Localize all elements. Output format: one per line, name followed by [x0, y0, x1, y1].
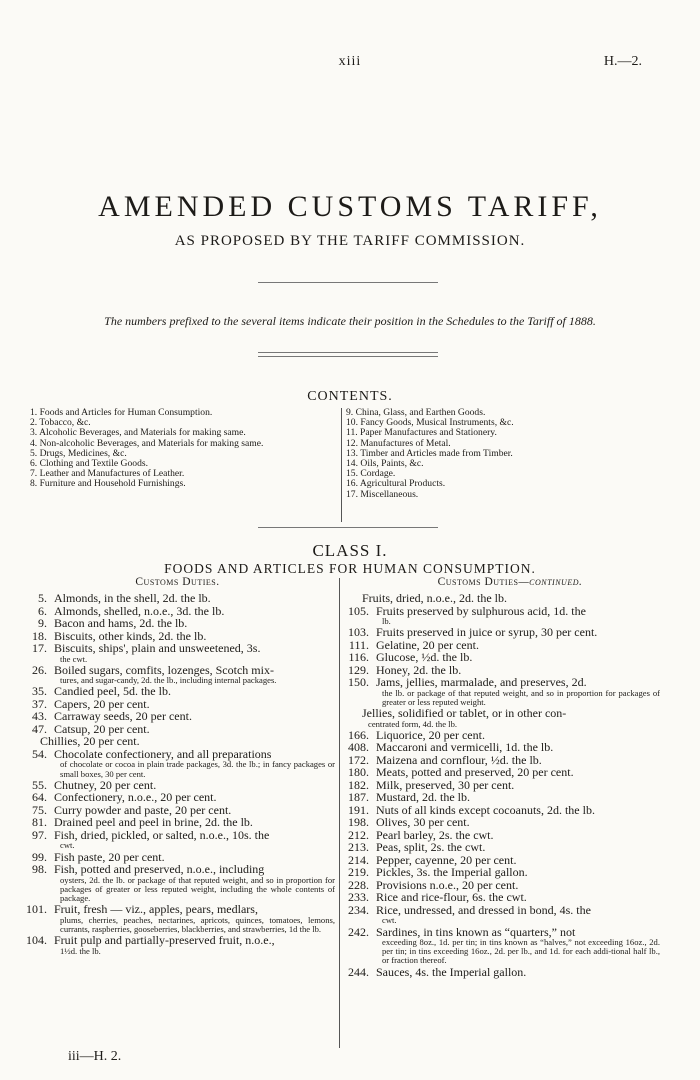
document-title: AMENDED CUSTOMS TARIFF,: [98, 190, 602, 223]
tariff-item-text: Pickles, 3s. the Imperial gallon.: [376, 865, 528, 880]
tariff-item-text: Sardines, in tins known as “quarters,” not: [376, 924, 576, 939]
contents-item: 15. Cordage.: [346, 468, 396, 480]
tariff-item: [22, 863, 335, 903]
tariff-item-text: Almonds, in the shell, 2d. the lb.: [54, 591, 211, 605]
duties-column-right: [344, 592, 660, 978]
tariff-item-text: Olives, 30 per cent.: [376, 815, 470, 830]
contents-item: 6. Clothing and Textile Goods.: [30, 458, 149, 470]
schedule-note: The numbers prefixed to the several items indicate their position in the Schedules to the Tariff of 1888.: [104, 314, 596, 328]
contents-divider: [341, 408, 342, 522]
tariff-item: [22, 903, 335, 934]
tariff-item-text: Chillies, 20 per cent.: [40, 734, 140, 749]
tariff-item-text: Fruit pulp and partially-preserved fruit, n.o.e.,: [54, 933, 275, 948]
tariff-item-number: 75.: [32, 802, 47, 817]
column-heading-left: Customs Duties.: [135, 576, 220, 588]
contents-item: 5. Drugs, Medicines, &c.: [30, 447, 127, 459]
page-number: xiii: [338, 54, 362, 69]
tariff-item: [344, 841, 660, 854]
tariff-item-number: 244.: [348, 964, 369, 979]
tariff-item-number: 104.: [26, 933, 47, 948]
tariff-item-number: 17.: [32, 641, 47, 655]
tariff-item-text: Chocolate confectionery, and all preparations: [54, 746, 272, 761]
tariff-item-number: 213.: [348, 840, 369, 855]
tariff-item-text: Curry powder and paste, 20 per cent.: [54, 802, 232, 817]
document-reference: H.—2.: [603, 54, 642, 69]
page-footer-signature: iii—H. 2.: [68, 1049, 122, 1064]
tariff-item-text: Rice and rice-flour, 6s. the cwt.: [376, 890, 527, 905]
column-heading-right: [345, 576, 675, 588]
tariff-item-number: 64.: [32, 790, 47, 805]
tariff-item-text: Provisions n.o.e., 20 per cent.: [376, 877, 519, 892]
note-rule-top: [258, 352, 438, 353]
tariff-item-detail: lb.: [382, 616, 391, 626]
contents-heading: CONTENTS.: [307, 389, 393, 404]
tariff-item-detail: cwt.: [382, 915, 397, 926]
tariff-item: [22, 642, 335, 664]
tariff-item: [344, 651, 660, 664]
tariff-item: [344, 926, 660, 966]
tariff-item-number: 9.: [38, 616, 47, 630]
tariff-item: [22, 934, 335, 956]
tariff-item: [22, 829, 335, 851]
contents-item: 7. Leather and Manufactures of Leather.: [30, 468, 185, 480]
tariff-item: [22, 791, 335, 804]
tariff-item-number: 212.: [348, 827, 369, 842]
tariff-item-detail: 1½d. the lb.: [60, 945, 101, 956]
tariff-item-text: Jellies, solidified or tablet, or in other con-: [362, 706, 567, 721]
tariff-item-text: Fish paste, 20 per cent.: [54, 849, 165, 864]
tariff-item-number: 47.: [32, 721, 47, 736]
tariff-item-number: 6.: [38, 603, 47, 618]
tariff-item-text: Glucose, ½d. the lb.: [376, 650, 473, 665]
tariff-item-number: 214.: [348, 852, 369, 867]
tariff-item-number: 198.: [348, 815, 369, 830]
tariff-item-number: 101.: [26, 902, 47, 917]
tariff-item-text: Gelatine, 20 per cent.: [376, 637, 479, 652]
tariff-item-number: 129.: [348, 662, 369, 677]
tariff-item-text: Fish, dried, pickled, or salted, n.o.e., 10s. the: [54, 827, 270, 842]
tariff-item-number: 18.: [32, 628, 47, 643]
tariff-item-text: Fruits preserved in juice or syrup, 30 per cent.: [376, 625, 598, 640]
tariff-item-text: Chutney, 20 per cent.: [54, 777, 157, 792]
tariff-item-text: Maccaroni and vermicelli, 1d. the lb.: [376, 740, 554, 755]
tariff-item-detail: the cwt.: [60, 653, 88, 664]
tariff-item: [344, 816, 660, 829]
note-rule-bottom: [258, 356, 438, 357]
tariff-item-number: 191.: [348, 802, 369, 817]
tariff-item: [344, 866, 660, 879]
tariff-item-text: Milk, preserved, 30 per cent.: [376, 777, 515, 792]
tariff-item-number: 242.: [348, 924, 369, 939]
tariff-item-text: Capers, 20 per cent.: [54, 696, 150, 711]
tariff-item-text: Boiled sugars, comfits, lozenges, Scotch mix-: [54, 662, 274, 677]
tariff-item: [344, 966, 660, 979]
class-heading: CLASS I.: [312, 541, 388, 560]
tariff-item-text: Maizena and cornflour, ½d. the lb.: [376, 752, 542, 767]
contents-item: 17. Miscellaneous.: [346, 488, 419, 500]
tariff-item-number: 234.: [348, 902, 369, 917]
duties-column-left: [22, 592, 335, 956]
tariff-item-text: Bacon and hams, 2d. the lb.: [54, 616, 188, 630]
contents-item: 3. Alcoholic Beverages, and Materials for making same.: [30, 427, 246, 439]
contents-item: 13. Timber and Articles made from Timber.: [346, 447, 513, 459]
tariff-item: [344, 605, 660, 627]
tariff-item: [344, 707, 660, 729]
tariff-item: [344, 626, 660, 639]
class-subheading: FOODS AND ARTICLES FOR HUMAN CONSUMPTION.: [164, 561, 536, 576]
tariff-item-text: Candied peel, 5d. the lb.: [54, 684, 171, 699]
tariff-item-number: 219.: [348, 865, 369, 880]
tariff-item-number: 172.: [348, 752, 369, 767]
tariff-item-detail: centrated form, 4d. the lb.: [368, 718, 458, 729]
tariff-item-number: 187.: [348, 790, 369, 805]
tariff-item-number: 408.: [348, 740, 369, 755]
tariff-item-number: 81.: [32, 815, 47, 830]
tariff-item-number: 180.: [348, 765, 369, 780]
tariff-item-text: Rice, undressed, and dressed in bond, 4s. the: [376, 902, 591, 917]
contents-item: 11. Paper Manufactures and Stationery.: [346, 427, 497, 439]
tariff-item-text: Nuts of all kinds except cocoanuts, 2d. the lb.: [376, 802, 595, 817]
tariff-item-text: Jams, jellies, marmalade, and preserves, 2d.: [376, 675, 587, 690]
tariff-item-number: 105.: [348, 603, 369, 618]
tariff-item-number: 103.: [348, 625, 369, 640]
tariff-item-text: Fruits preserved by sulphurous acid, 1d. the: [376, 603, 586, 618]
tariff-item-text: Biscuits, ships', plain and unsweetened, 3s.: [54, 641, 261, 655]
tariff-item-detail: tures, and sugar-candy, 2d. the lb., including internal packages.: [60, 675, 277, 686]
tariff-item-detail: exceeding 8oz., 1d. per tin; in tins known as “halves,” not exceeding 16oz., 2d. per tin; in tins exceeding 16oz., 2d. per lb., and 1d. for each addi-tional half lb., or fraction thereof.: [382, 937, 660, 966]
contents-item: 2. Tobacco, &c.: [30, 417, 91, 429]
tariff-item-text: Honey, 2d. the lb.: [376, 662, 462, 677]
tariff-item-detail: cwt.: [60, 840, 75, 851]
tariff-item-text: Catsup, 20 per cent.: [54, 721, 150, 736]
tariff-item: [344, 891, 660, 904]
tariff-item-number: 54.: [32, 746, 47, 761]
tariff-item-number: 97.: [32, 827, 47, 842]
tariff-item-text: Confectionery, n.o.e., 20 per cent.: [54, 790, 217, 805]
tariff-item: [344, 741, 660, 754]
tariff-item: [344, 592, 660, 605]
tariff-item-text: Fruits, dried, n.o.e., 2d. the lb.: [362, 591, 507, 605]
column-divider: [339, 578, 340, 1048]
tariff-item-text: Peas, split, 2s. the cwt.: [376, 840, 486, 855]
tariff-item-number: 37.: [32, 696, 47, 711]
tariff-item-text: Mustard, 2d. the lb.: [376, 790, 470, 805]
title-rule: [258, 282, 438, 283]
tariff-item-text: Sauces, 4s. the Imperial gallon.: [376, 964, 527, 979]
contents-item: 1. Foods and Articles for Human Consumption.: [30, 407, 213, 418]
contents-item: 12. Manufactures of Metal.: [346, 437, 451, 449]
tariff-item-text: Biscuits, other kinds, 2d. the lb.: [54, 628, 207, 643]
tariff-item-detail: oysters, 2d. the lb. or package of that reputed weight, and so in proportion for packages of greater or less reputed weight, including the whole contents of package.: [60, 874, 335, 903]
tariff-item-number: 111.: [348, 637, 369, 652]
tariff-item-number: 150.: [348, 675, 369, 690]
tariff-item: [344, 676, 660, 707]
tariff-item-detail: plums, cherries, peaches, nectarines, apricots, quinces, tomatoes, lemons, currants, raspberries, gooseberries, blackberries, and strawberries, 1d the lb.: [60, 914, 335, 934]
contents-list-left: [30, 408, 340, 490]
tariff-item-number: 5.: [38, 591, 47, 605]
tariff-item-detail: the lb. or package of that reputed weight, and so in proportion for packages of greater or less reputed weight.: [382, 687, 660, 707]
tariff-item-number: 26.: [32, 662, 47, 677]
tariff-item-number: 166.: [348, 727, 369, 742]
tariff-item-text: Carraway seeds, 20 per cent.: [54, 709, 192, 724]
tariff-item: [22, 748, 335, 779]
tariff-item-text: Almonds, shelled, n.o.e., 3d. the lb.: [54, 603, 225, 618]
contents-item: 16. Agricultural Products.: [346, 478, 446, 490]
contents-list-right: [346, 408, 676, 500]
tariff-item-text: Pearl barley, 2s. the cwt.: [376, 827, 494, 842]
contents-item: 9. China, Glass, and Earthen Goods.: [346, 407, 486, 418]
contents-item: 4. Non-alcoholic Beverages, and Materials for making same.: [30, 437, 264, 449]
contents-item: 14. Oils, Paints, &c.: [346, 458, 424, 470]
tariff-item-text: Liquorice, 20 per cent.: [376, 727, 485, 742]
tariff-item-number: 98.: [32, 862, 47, 877]
tariff-item-detail: of chocolate or cocoa in plain trade packages, 3d. the lb.; in fancy packages or small boxes, 30 per cent.: [60, 759, 335, 779]
tariff-item-number: 233.: [348, 890, 369, 905]
tariff-item-number: 116.: [348, 650, 369, 665]
tariff-item: [22, 816, 335, 829]
tariff-item-text: Pepper, cayenne, 20 per cent.: [376, 852, 517, 867]
tariff-item: [22, 664, 335, 686]
tariff-item-number: 228.: [348, 877, 369, 892]
tariff-item-number: 55.: [32, 777, 47, 792]
column-heading-right-continued: —continued.: [518, 576, 583, 588]
column-heading-right-main: Customs Duties: [437, 576, 519, 588]
tariff-item-text: Fish, potted and preserved, n.o.e., including: [54, 862, 265, 877]
tariff-item-number: 43.: [32, 709, 47, 724]
tariff-item: [344, 766, 660, 779]
tariff-item-number: 99.: [32, 849, 47, 864]
tariff-item-number: 182.: [348, 777, 369, 792]
document-subtitle: AS PROPOSED BY THE TARIFF COMMISSION.: [174, 233, 526, 249]
tariff-item-number: 35.: [32, 684, 47, 699]
tariff-item: [344, 791, 660, 804]
tariff-item: [344, 904, 660, 926]
tariff-item-text: Drained peel and peel in brine, 2d. the lb.: [54, 815, 253, 830]
tariff-item: [22, 617, 335, 630]
contents-item: 10. Fancy Goods, Musical Instruments, &c.: [346, 417, 514, 429]
contents-rule: [258, 527, 438, 528]
tariff-item: [22, 592, 335, 605]
tariff-item-text: Meats, potted and preserved, 20 per cent.: [376, 765, 574, 780]
contents-item: 8. Furniture and Household Furnishings.: [30, 478, 186, 490]
tariff-item-text: Fruit, fresh — viz., apples, pears, medlars,: [54, 902, 258, 917]
